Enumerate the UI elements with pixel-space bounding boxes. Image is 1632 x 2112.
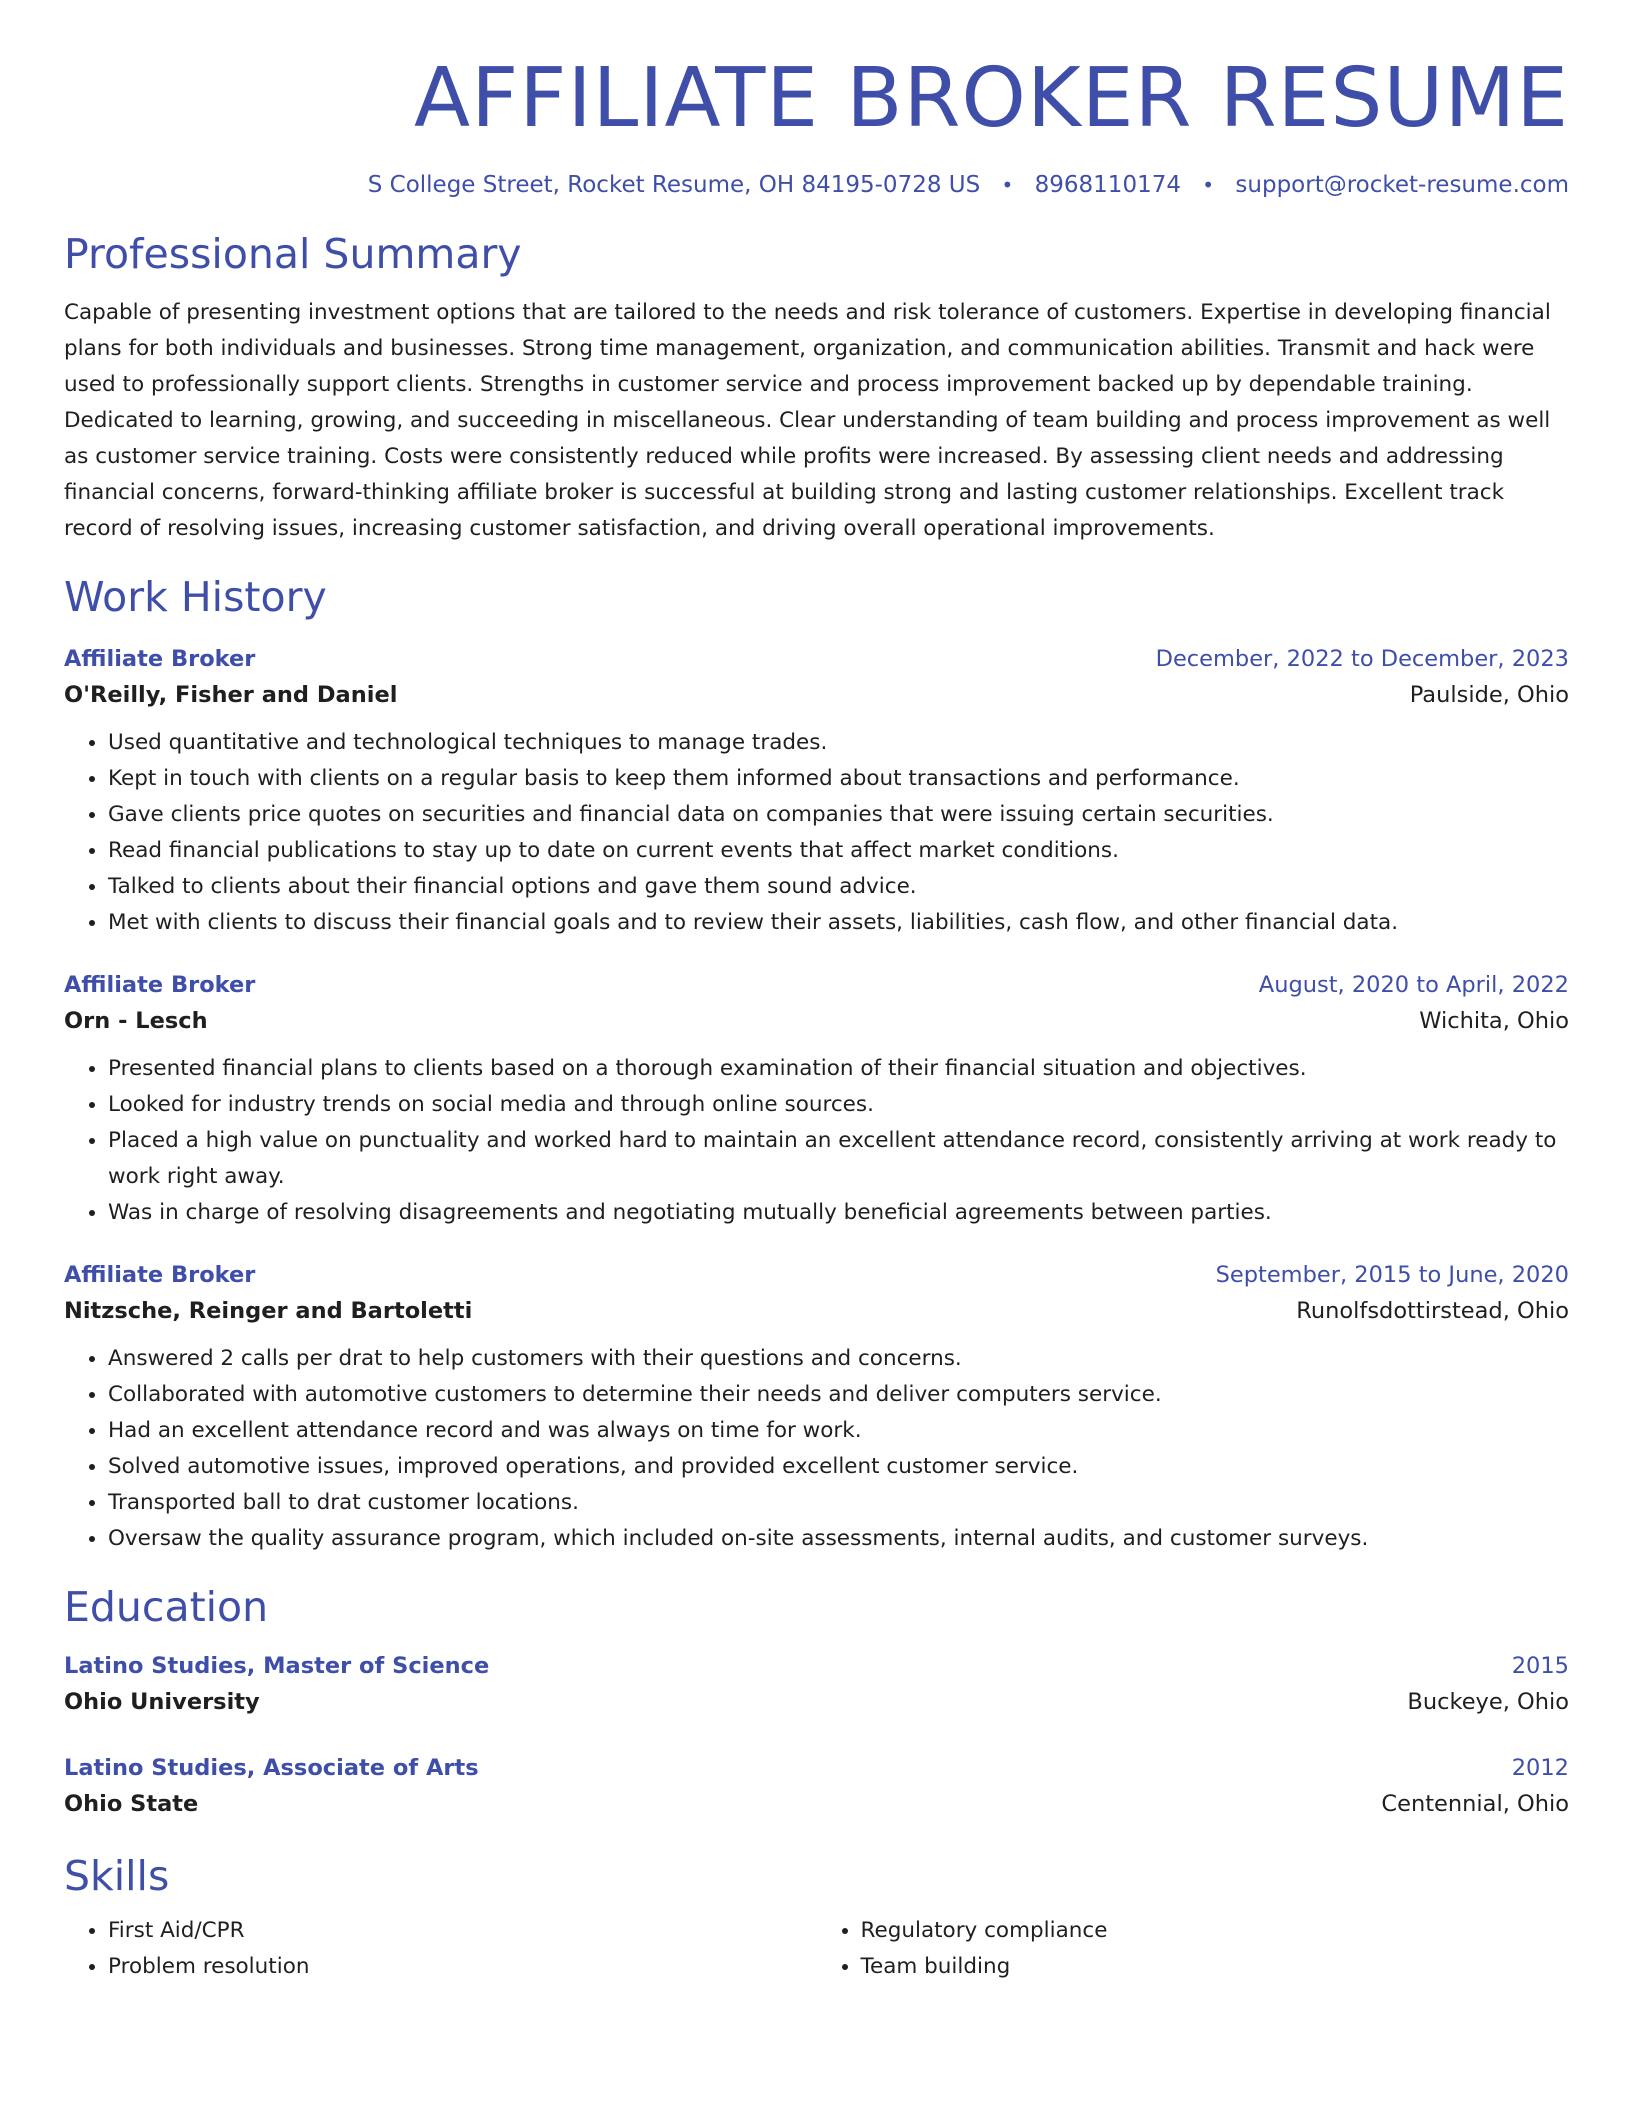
education-section (64, 1583, 1569, 1822)
education-location: Centennial, Ohio (1381, 1790, 1569, 1817)
job-employer-row (64, 677, 1569, 713)
job-header-row (64, 641, 1569, 677)
job-location: Wichita, Ohio (1419, 1007, 1569, 1034)
job-entry (64, 1257, 1569, 1557)
job-bullets (64, 1341, 1569, 1557)
contact-address: S College Street, Rocket Resume, OH 84195-0728 US (367, 172, 981, 199)
job-employer-row (64, 1293, 1569, 1329)
contact-phone: 8968110174 (1034, 172, 1181, 199)
list-item: • Looked for industry trends on social media and through online sources. (108, 1087, 1569, 1123)
summary-heading: Professional Summary (64, 230, 522, 279)
work-history-heading: Work History (64, 573, 327, 622)
education-header-row (64, 1750, 1569, 1786)
job-employer: Orn - Lesch (64, 1007, 208, 1034)
skill-item: • Problem resolution (108, 1949, 817, 1985)
contact-line (64, 172, 1569, 198)
skills-list-left (64, 1913, 817, 1985)
education-degree: Latino Studies, Associate of Arts (64, 1754, 479, 1781)
job-dates: December, 2022 to December, 2023 (1155, 645, 1569, 672)
job-bullets (64, 725, 1569, 941)
list-item: • Presented financial plans to clients based on a thorough examination of their financial situation and objectives. (108, 1051, 1569, 1087)
education-entry (64, 1750, 1569, 1822)
list-item: • Met with clients to discuss their financial goals and to review their assets, liabilities, cash flow, and other financial data. (108, 905, 1569, 941)
work-history-section (64, 573, 1569, 1556)
education-header-row (64, 1648, 1569, 1684)
education-heading: Education (64, 1582, 269, 1631)
summary-section (64, 230, 1569, 547)
list-item: • Kept in touch with clients on a regular basis to keep them informed about transactions and performance. (108, 761, 1569, 797)
job-entry (64, 641, 1569, 941)
job-title: Affiliate Broker (64, 971, 256, 998)
job-location: Paulside, Ohio (1409, 681, 1569, 708)
list-item: • Oversaw the quality assurance program, which included on-site assessments, internal audits, and customer surveys. (108, 1521, 1569, 1557)
skill-item: • First Aid/CPR (108, 1913, 817, 1949)
education-year: 2012 (1511, 1754, 1569, 1781)
list-item: • Read financial publications to stay up to date on current events that affect market conditions. (108, 833, 1569, 869)
list-item: • Gave clients price quotes on securities and financial data on companies that were issuing certain securities. (108, 797, 1569, 833)
education-year: 2015 (1511, 1652, 1569, 1679)
skill-item: • Regulatory compliance (861, 1913, 1570, 1949)
job-location: Runolfsdottirstead, Ohio (1296, 1297, 1569, 1324)
list-item: • Transported ball to drat customer locations. (108, 1485, 1569, 1521)
job-dates: August, 2020 to April, 2022 (1258, 971, 1569, 998)
resume-title: AFFILIATE BROKER RESUME (414, 51, 1569, 146)
list-item: • Placed a high value on punctuality and worked hard to maintain an excellent attendance record, consistently arriving at work ready to work right away. (108, 1123, 1569, 1195)
summary-text: Capable of presenting investment options that are tailored to the needs and risk tolerance of customers. Expertise in developing financial plans for both individuals and businesses. Strong time management, organization, and communication abilities. Transmit and hack were used to professionally support clients. Strengths in customer service and process improvement backed up by dependable training. Dedicated to learning, growing, and succeeding in miscellaneous. Clear understanding of team building and process improvement as well as customer service training. Costs were consistently reduced while profits were increased. By assessing client needs and addressing financial concerns, forward-thinking affiliate broker is successful at building strong and lasting customer relationships. Excellent track record of resolving issues, increasing customer satisfaction, and driving overall operational improvements. (64, 300, 1551, 542)
list-item: • Had an excellent attendance record and was always on time for work. (108, 1413, 1569, 1449)
education-school: Ohio State (64, 1790, 199, 1817)
job-header-row (64, 1257, 1569, 1293)
list-item: • Answered 2 calls per drat to help customers with their questions and concerns. (108, 1341, 1569, 1377)
job-dates: September, 2015 to June, 2020 (1215, 1261, 1569, 1288)
job-header-row (64, 967, 1569, 1003)
education-school-row (64, 1786, 1569, 1822)
job-title: Affiliate Broker (64, 1261, 256, 1288)
skills-section (64, 1852, 1569, 1985)
skills-list-right (817, 1913, 1570, 1985)
skill-item: • Team building (861, 1949, 1570, 1985)
job-employer-row (64, 1003, 1569, 1039)
list-item: • Collaborated with automotive customers to determine their needs and deliver computers service. (108, 1377, 1569, 1413)
job-title: Affiliate Broker (64, 645, 256, 672)
skills-heading: Skills (64, 1851, 170, 1900)
education-degree: Latino Studies, Master of Science (64, 1652, 490, 1679)
list-item: • Was in charge of resolving disagreements and negotiating mutually beneficial agreements between parties. (108, 1195, 1569, 1231)
contact-email: support@rocket-resume.com (1235, 172, 1569, 199)
job-bullets (64, 1051, 1569, 1231)
education-school-row (64, 1684, 1569, 1720)
skills-grid (64, 1913, 1569, 1985)
list-item: • Solved automotive issues, improved operations, and provided excellent customer service. (108, 1449, 1569, 1485)
education-location: Buckeye, Ohio (1407, 1688, 1569, 1715)
job-employer: Nitzsche, Reinger and Bartoletti (64, 1297, 473, 1324)
contact-separator: • (1202, 173, 1215, 198)
list-item: • Talked to clients about their financial options and gave them sound advice. (108, 869, 1569, 905)
education-school: Ohio University (64, 1688, 260, 1715)
education-entry (64, 1648, 1569, 1720)
job-employer: O'Reilly, Fisher and Daniel (64, 681, 398, 708)
contact-separator: • (1001, 173, 1014, 198)
list-item: • Used quantitative and technological techniques to manage trades. (108, 725, 1569, 761)
job-entry (64, 967, 1569, 1231)
